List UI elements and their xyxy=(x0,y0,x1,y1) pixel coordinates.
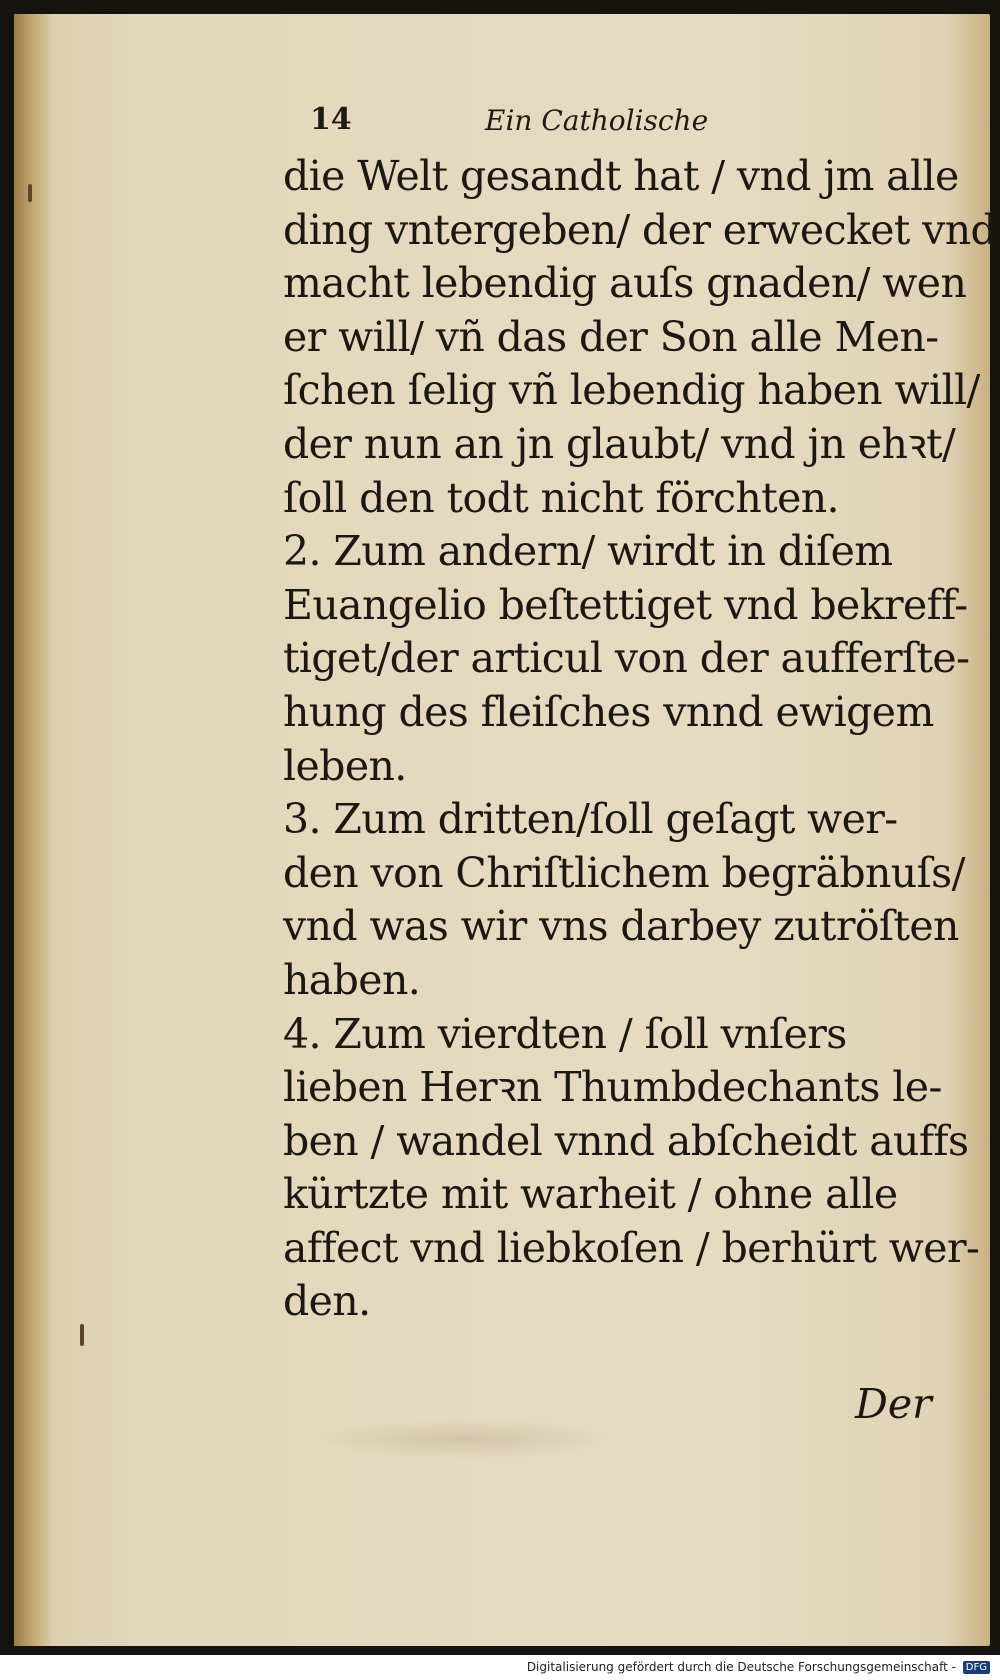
text-line: tiget/der articul von der aufferſte- xyxy=(283,634,970,683)
text-line: Euangelio beſtettiget vnd bekreff- xyxy=(283,580,968,629)
text-line: leben. xyxy=(283,741,407,790)
text-line: der nun an jn glaubt/ vnd jn ehꝛt/ xyxy=(283,419,956,468)
digitization-credit xyxy=(527,1660,990,1674)
bleed-through xyxy=(314,1419,614,1459)
text-line: lieben Herꝛn Thumbdechants le- xyxy=(283,1063,942,1112)
credit-text: Digitalisierung gefördert durch die Deutsche Forschungsgemeinschaft - xyxy=(526,1660,956,1674)
text-line: ſoll den todt nicht förchten. xyxy=(283,473,839,522)
gutter-mark xyxy=(80,1324,84,1346)
text-line: 2. Zum andern/ wirdt in diſem xyxy=(283,527,893,576)
text-line: vnd was wir vns darbey zutröſten xyxy=(283,902,959,951)
text-line: er will/ vñ das der Son alle Men- xyxy=(283,312,939,361)
text-line: den von Chriſtlichem begräbnuſs/ xyxy=(283,848,965,897)
text-line: die Welt gesandt hat / vnd jm alle xyxy=(283,152,959,200)
text-line: 4. Zum vierdten / ſoll vnſers xyxy=(283,1009,847,1058)
text-line: ben / wandel vnnd abſcheidt auffs xyxy=(283,1116,969,1165)
text-line: kürtzte mit warheit / ohne alle xyxy=(283,1170,898,1219)
page-gutter xyxy=(14,14,52,1646)
text-line: affect vnd liebkoſen / berhürt wer- xyxy=(283,1223,980,1272)
page-header xyxy=(300,98,740,142)
running-head: Ein Catholische xyxy=(485,104,709,137)
text-line: haben. xyxy=(283,955,421,1004)
text-line: den. xyxy=(283,1277,371,1326)
body-text xyxy=(283,150,997,1329)
catchword: Der xyxy=(855,1380,932,1428)
dfg-logo: DFG xyxy=(963,1661,990,1674)
text-line: ding vntergeben/ der erwecket vnd xyxy=(283,205,997,254)
page-number: 14 xyxy=(310,102,352,137)
text-line: macht lebendig auſs gnaden/ wen xyxy=(283,259,967,308)
text-line: 3. Zum dritten/ſoll geſagt wer- xyxy=(283,795,898,844)
gutter-mark xyxy=(28,184,32,202)
text-line: ſchen ſelig vñ lebendig haben will/ xyxy=(283,366,980,415)
text-line: hung des fleiſches vnnd ewigem xyxy=(283,687,934,736)
